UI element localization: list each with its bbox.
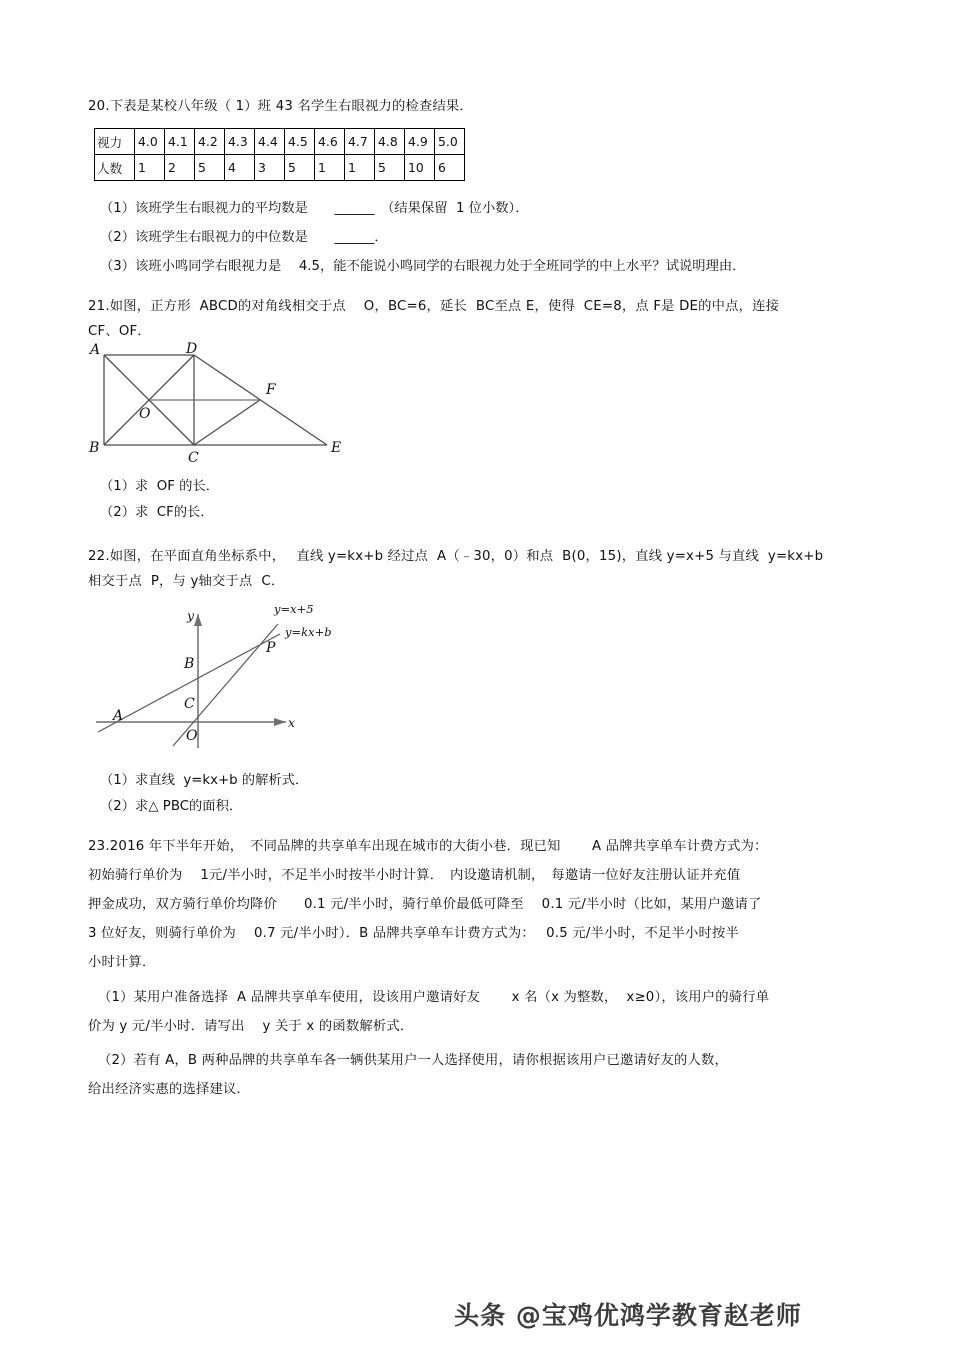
question-22-stem-line-1: 22.如图，在平面直角坐标系中， 直线 y=kx+b 经过点 A（﹣30，0）和点 B(0，15)，直线 y=x+5 与直线 y=kx+b [88, 549, 824, 564]
question-21-stem-line-2: CF、OF． [88, 324, 151, 339]
vision-cell: 4.8 [375, 129, 405, 155]
question-23-line-4: 3 位好友，则骑行单价为 0.7 元/半小时）．B 品牌共享单车计费方式为： 0.5 元/半小时，不足半小时按半 [88, 926, 739, 941]
line-label-x-plus-5: y=x+5 [274, 602, 314, 616]
question-22-part-1: （1）求直线 y=kx+b 的解析式． [100, 773, 309, 788]
table-row-counts [95, 155, 465, 181]
question-21-part-2: （2）求 CF的长． [100, 505, 214, 520]
question-20-part-3: （3）该班小鸣同学右眼视力是 4.5，能不能说小鸣同学的右眼视力处于全班同学的中上水平？试说明理由． [100, 259, 746, 274]
count-cell: 5 [375, 155, 405, 181]
table-row-vision [95, 129, 465, 155]
question-22-part-2: （2）求△ PBC的面积． [100, 799, 243, 814]
count-cell: 3 [255, 155, 285, 181]
question-21-figure [82, 340, 367, 465]
axis-x-arrow [274, 718, 286, 726]
watermark-handle: @宝鸡优鸿学教育赵老师 [515, 1301, 802, 1330]
question-21-stem-line-1: 21.如图，正方形 ABCD的对角线相交于点 O，BC=6，延长 BC至点 E，使得 CE=8，点 F是 DE的中点，连接 [88, 299, 780, 314]
vision-statistics-table [94, 128, 465, 181]
vision-cell: 4.9 [405, 129, 435, 155]
row-header-count: 人数 [95, 155, 135, 181]
question-22-figure [88, 596, 388, 756]
watermark-prefix: 头条 [454, 1301, 507, 1330]
point-label-a: A [113, 708, 124, 724]
count-cell: 4 [225, 155, 255, 181]
vertex-label-d: D [186, 341, 198, 357]
point-label-p: P [266, 640, 276, 656]
question-23-line-2: 初始骑行单价为 1元/半小时，不足半小时按半小时计算． 内设邀请机制， 每邀请一位好友注册认证并充值 [88, 868, 741, 883]
count-cell: 1 [315, 155, 345, 181]
count-cell: 5 [195, 155, 225, 181]
count-cell: 10 [405, 155, 435, 181]
footer-watermark [0, 1296, 956, 1332]
vertex-label-a: A [90, 342, 101, 358]
point-label-o: O [186, 728, 198, 744]
question-23-part-2-line-2: 给出经济实惠的选择建议． [88, 1082, 250, 1097]
question-23-part-1-line-1: （1）某用户准备选择 A 品牌共享单车使用，设该用户邀请好友 x 名（x 为整数， x≥0），该用户的骑行单 [98, 990, 770, 1005]
vertex-label-o: O [139, 406, 151, 422]
vision-cell: 4.5 [285, 129, 315, 155]
vision-cell: 4.1 [165, 129, 195, 155]
question-20-part-1: （1）该班学生右眼视力的平均数是 ______ （结果保留 1 位小数）． [100, 201, 529, 216]
question-20-stem: 20.下表是某校八年级（ 1）班 43 名学生右眼视力的检查结果． [88, 99, 473, 114]
question-23-part-2-line-1: （2）若有 A，B 两种品牌的共享单车各一辆供某用户一人选择使用，请你根据该用户已邀请好友的人数， [98, 1053, 728, 1068]
question-23-line-3: 押金成功，双方骑行单价均降价 0.1 元/半小时，骑行单价最低可降至 0.1 元/半小时（比如，某用户邀请了 [88, 897, 762, 912]
question-20-part-2: （2）该班学生右眼视力的中位数是 ______． [100, 230, 388, 245]
vision-cell: 5.0 [435, 129, 465, 155]
question-23-line-1: 23.2016 年下半年开始， 不同品牌的共享单车出现在城市的大街小巷．现已知 A 品牌共享单车计费方式为： [88, 839, 768, 854]
question-23-part-1-line-2: 价为 y 元/半小时．请写出 y 关于 x 的函数解析式． [88, 1019, 414, 1034]
vertex-label-b: B [89, 440, 100, 456]
line-label-kxb: y=kx+b [285, 625, 332, 639]
row-header-vision: 视力 [95, 129, 135, 155]
vertex-label-e: E [331, 440, 342, 456]
vision-cell: 4.7 [345, 129, 375, 155]
axis-y-label: y [187, 608, 195, 623]
count-cell: 1 [135, 155, 165, 181]
segment-cf [194, 400, 260, 445]
axis-x-label: x [288, 715, 296, 730]
vision-cell: 4.0 [135, 129, 165, 155]
count-cell: 1 [345, 155, 375, 181]
count-cell: 2 [165, 155, 195, 181]
vision-cell: 4.3 [225, 129, 255, 155]
vision-cell: 4.4 [255, 129, 285, 155]
point-label-b: B [184, 656, 195, 672]
vertex-label-f: F [266, 382, 276, 398]
question-22-stem-line-2: 相交于点 P，与 y轴交于点 C． [88, 574, 285, 589]
count-cell: 6 [435, 155, 465, 181]
question-23-line-5: 小时计算． [88, 955, 156, 970]
vision-cell: 4.6 [315, 129, 345, 155]
vertex-label-c: C [188, 450, 199, 465]
line-kxb [98, 634, 280, 732]
vision-cell: 4.2 [195, 129, 225, 155]
count-cell: 5 [285, 155, 315, 181]
question-21-part-1: （1）求 OF 的长． [100, 479, 220, 494]
axis-y-arrow [194, 614, 202, 626]
point-label-c: C [184, 696, 195, 712]
